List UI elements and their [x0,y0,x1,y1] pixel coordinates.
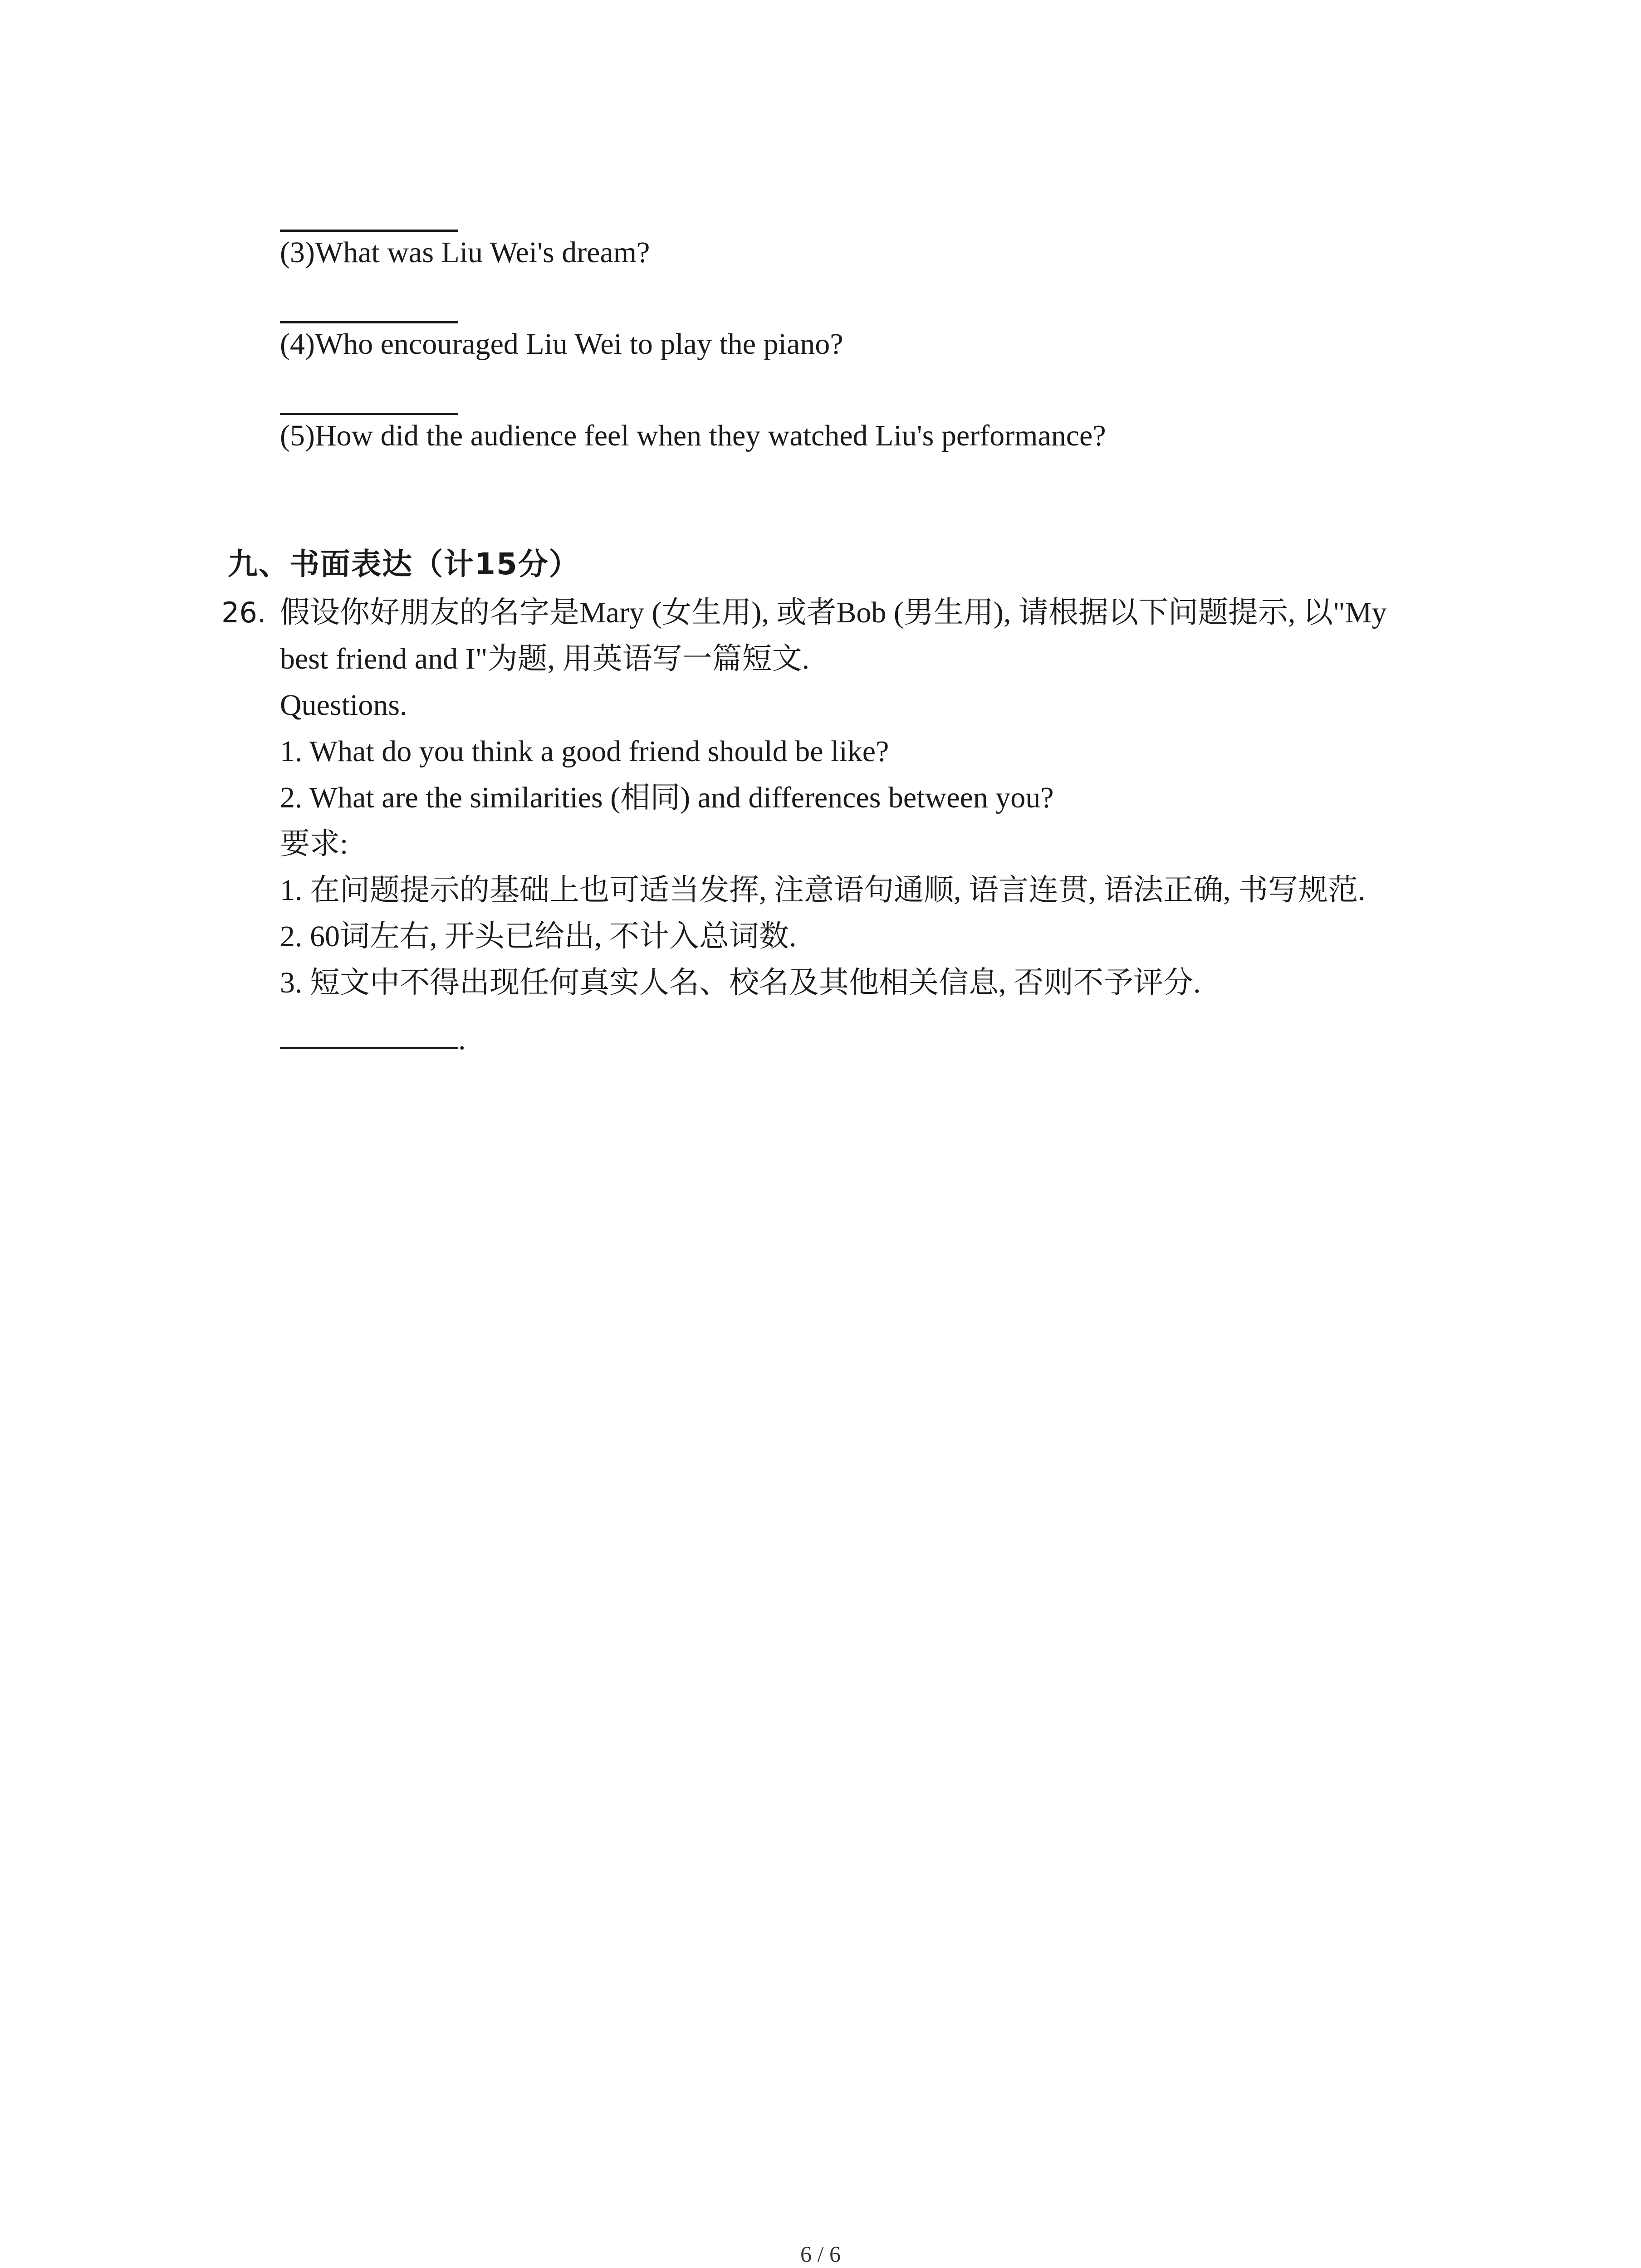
page-number: 6 / 6 [800,2241,841,2267]
questions-label: Questions. [280,689,407,722]
requirement-item-2: 2. 60词左右, 开头已给出, 不计入总词数. [280,920,797,953]
question-body [280,590,1446,1006]
question-item-2: 2. What are the similarities (相同) and differences between you? [280,781,1054,814]
reading-question-3 [280,229,1460,271]
question-26 [221,590,1446,1006]
answer-period: . [458,1023,466,1056]
requirements-label: 要求: [280,827,348,860]
prompt-line-1: 假设你好朋友的名字是Mary (女生用), 或者Bob (男生用), 请根据以下问题提示, 以"My [280,596,1387,629]
question-item-1: 1. What do you think a good friend should be like? [280,735,889,768]
answer-blank[interactable] [280,229,458,232]
section-heading: 九、书面表达（计15分） [228,547,580,582]
requirement-item-3: 3. 短文中不得出现任何真实人名、校名及其他相关信息, 否则不予评分. [280,966,1201,999]
question-text: (4)Who encouraged Liu Wei to play the piano? [280,327,843,361]
reading-question-5 [280,412,1460,454]
reading-question-4 [280,321,1460,362]
writing-answer-row [280,1021,466,1058]
question-number: 26. [221,596,266,629]
question-text: (3)What was Liu Wei's dream? [280,236,650,269]
answer-blank[interactable] [280,321,458,323]
answer-blank[interactable] [280,412,458,415]
requirement-item-1: 1. 在问题提示的基础上也可适当发挥, 注意语句通顺, 语言连贯, 语法正确, 书写规范. [280,874,1366,907]
prompt-line-2: best friend and I"为题, 用英语写一篇短文. [280,642,810,675]
question-text: (5)How did the audience feel when they watched Liu's performance? [280,419,1106,452]
writing-answer-blank[interactable] [280,1021,458,1049]
